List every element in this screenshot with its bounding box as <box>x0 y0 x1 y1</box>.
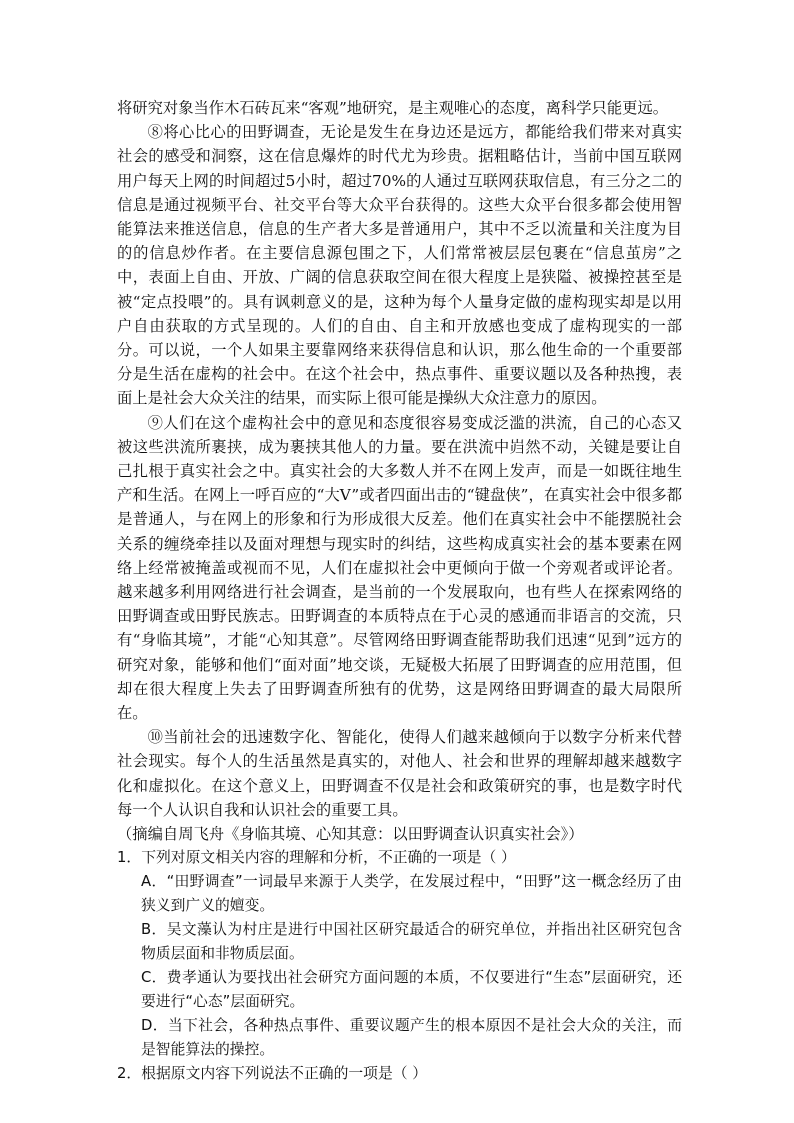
question-1-option-b: B．吴文藻认为村庄是进行中国社区研究最适合的研究单位，并指出社区研究包含物质层面和非物质层面。 <box>141 921 682 963</box>
question-1-stem: 1．下列对原文相关内容的理解和分析，不正确的一项是（ ） <box>117 849 516 867</box>
document-page <box>117 96 682 1086</box>
paragraph-continued: 将研究对象当作木石砖瓦来“客观”地研究，是主观唯心的态度，离科学只能更远。 <box>117 99 669 117</box>
paragraph-8: ⑧将心比心的田野调查，无论是发生在身边还是远方，都能给我们带来对真实社会的感受和洞察，这在信息爆炸的时代尤为珍贵。据粗略估计，当前中国互联网用户每天上网的时间超过5小时，超过70%的人通过互联网获取信息，有三分之二的信息是通过视频平台、社交平台等大众平台获得的。这些大众平台很多都会使用智能算法来推送信息，信息的生产者大多是普通用户，其中不乏以流量和关注度为目的的信息炒作者。在主要信息源包围之下，人们常常被层层包裹在“信息茧房”之中，表面上自由、开放、广阔的信息获取空间在很大程度上是狭隘、被操控甚至是被“定点投喂”的。具有讽刺意义的是，这种为每个人量身定做的虚构现实却是以用户自由获取的方式呈现的。人们的自由、自主和开放感也变成了虚构现实的一部分。可以说，一个人如果主要靠网络来获得信息和认识，那么他生命的一个重要部分是生活在虚构的社会中。在这个社会中，热点事件、重要议题以及各种热搜，表面上是社会大众关注的结果，而实际上很可能是操纵大众注意力的原因。 <box>117 123 682 408</box>
question-1-option-c: C．费孝通认为要找出社会研究方面问题的本质，不仅要进行“生态”层面研究，还要进行“心态”层面研究。 <box>141 969 682 1011</box>
source-citation: （摘编自周飞舟《身临其境、心知其意：以田野调查认识真实社会》） <box>117 825 584 844</box>
question-1-option-d: D．当下社会，各种热点事件、重要议题产生的根本原因不是社会大众的关注，而是智能算法的操控。 <box>141 1017 682 1059</box>
question-list <box>117 846 682 1086</box>
paragraph-9: ⑨人们在这个虚构社会中的意见和态度很容易变成泛滥的洪流，自己的心态又被这些洪流所裹挟，成为裹挟其他人的力量。要在洪流中岿然不动，关键是要让自己扎根于真实社会之中。真实社会的大多数人并不在网上发声，而是一如既往地生产和生活。在网上一呼百应的“大V”或者四面出击的“键盘侠”，在真实社会中很多都是普通人，与在网上的形象和行为形成很大反差。他们在真实社会中不能摆脱社会关系的缠绕牵挂以及面对理想与现实时的纠结，这些构成真实社会的基本要素在网络上经常被掩盖或视而不见，人们在虚拟社会中更倾向于做一个旁观者或评论者。越来越多利用网络进行社会调查，是当前的一个发展取向，也有些人在探索网络的田野调查或田野民族志。田野调查的本质特点在于心灵的感通而非语言的交流，只有“身临其境”，才能“心知其意”。尽管网络田野调查能帮助我们迅速“见到”远方的研究对象，能够和他们“面对面”地交谈，无疑极大拓展了田野调查的应用范围，但却在很大程度上失去了田野调查所独有的优势，这是网络田野调查的最大局限所在。 <box>117 413 682 723</box>
question-2-stem: 2．根据原文内容下列说法不正确的一项是（ ） <box>117 1065 428 1083</box>
paragraph-10: ⑩当前社会的迅速数字化、智能化，使得人们越来越倾向于以数字分析来代替社会现实。每个人的生活虽然是真实的，对他人、社会和世界的理解却越来越数字化和虚拟化。在这个意义上，田野调查不仅是社会和政策研究的事，也是数字时代每一个人认识自我和认识社会的重要工具。 <box>117 728 682 819</box>
question-1-option-a: A．“田野调查”一词最早来源于人类学，在发展过程中，“田野”这一概念经历了由狭义到广义的嬗变。 <box>141 873 682 915</box>
